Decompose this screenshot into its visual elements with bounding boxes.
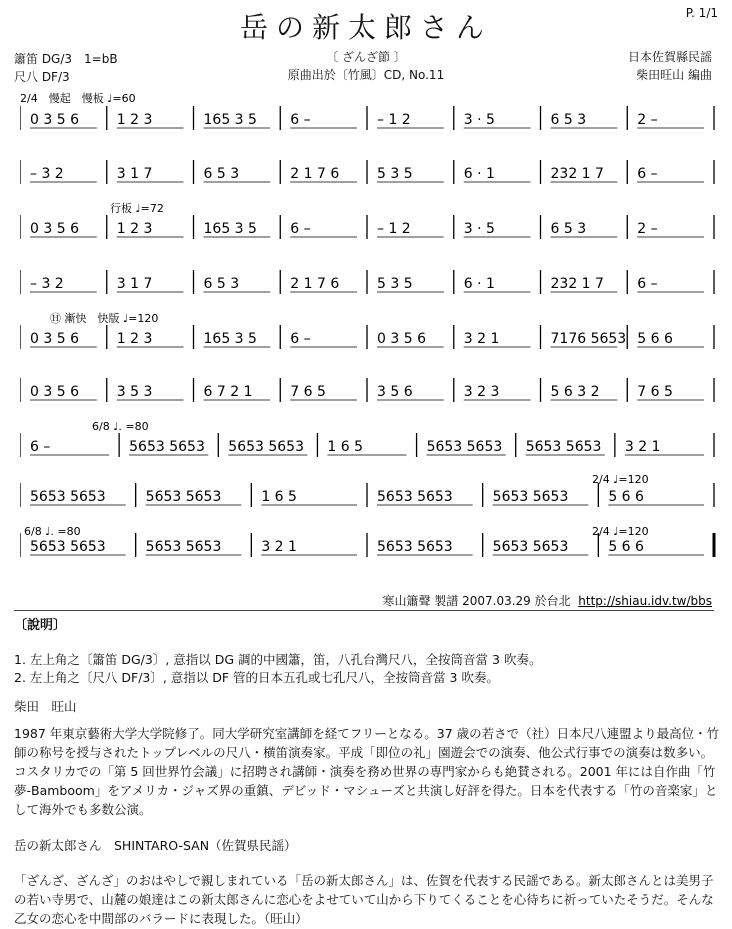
- note-group: – 3 2: [30, 166, 64, 182]
- note-group: 5653 5653: [30, 539, 106, 555]
- note-group: 0 3 5 6: [30, 221, 79, 237]
- note-group: 2 –: [637, 112, 658, 128]
- note-group: 6 –: [637, 166, 658, 182]
- note-group: 165 3 5: [203, 331, 257, 347]
- note-group: 1 6 5: [327, 439, 364, 455]
- note-group: 6 –: [30, 439, 51, 455]
- note-group: 3 · 5: [463, 221, 495, 237]
- note-group: 6 · 1: [463, 166, 495, 182]
- note-group: 1 2 3: [116, 221, 153, 237]
- tempo-label: 2/4 慢起 慢板 ♩=60: [20, 92, 136, 105]
- note-group: 6 –: [637, 276, 658, 292]
- note-group: 0 3 5 6: [377, 331, 426, 347]
- note-group: 0 3 5 6: [30, 112, 79, 128]
- note-group: 5 6 6: [608, 489, 644, 505]
- bbs-link[interactable]: http://shiau.idv.tw/bbs: [578, 594, 712, 608]
- note-group: 5653 5653: [426, 439, 503, 455]
- note-group: 1 2 3: [116, 112, 153, 128]
- note-group: 5 6 6: [637, 331, 673, 347]
- note-group: 0 3 5 6: [30, 384, 79, 400]
- note-group: 6 5 3: [550, 221, 587, 237]
- credit-text: 寒山簫聲 製譜 2007.03.29 於台北: [382, 594, 571, 608]
- note-group: 6 · 1: [463, 276, 495, 292]
- note-group: 5653 5653: [492, 489, 569, 505]
- note-group: 1 6 5: [261, 489, 297, 505]
- divider: [14, 610, 714, 611]
- note-group: 232 1 7: [550, 166, 604, 182]
- note-group: 6 5 3: [203, 276, 240, 292]
- note-group: 232 1 7: [550, 276, 604, 292]
- song-heading: 岳の新太郎さん SHINTARO-SAN（佐賀県民謡）: [14, 838, 297, 853]
- note-group: 5 6 3 2: [550, 384, 600, 400]
- origin: 日本佐賀縣民謡: [627, 50, 712, 64]
- tempo-label: 6/8 ♩. =80: [24, 525, 81, 538]
- page-title: 岳の新太郎さん: [239, 11, 492, 44]
- note-group: 6 –: [290, 112, 311, 128]
- note-group: – 3 2: [30, 276, 64, 292]
- note-group: 6 5 3: [550, 112, 587, 128]
- tempo-label: 2/4 ♩=120: [592, 525, 649, 538]
- note-group: 3 1 7: [116, 166, 153, 182]
- note-group: 5653 5653: [228, 439, 305, 455]
- note-group: 7 6 5: [290, 384, 326, 400]
- tempo-label: 2/4 ♩=120: [592, 473, 649, 486]
- note-group: 3 2 1: [261, 539, 297, 555]
- note-group: 3 2 3: [463, 384, 500, 400]
- instrument-line-2: 尺八 DF/3: [14, 70, 70, 84]
- page-number: P. 1/1: [685, 6, 718, 20]
- note-group: 3 5 3: [116, 384, 153, 400]
- note-group: 5653 5653: [377, 539, 453, 555]
- bio-text: 1987 年東京藝術大学大学院修了。同大学研究室講師を経てフリーとなる。37 歳の若さで（社）日本尺八連盟より最高位・竹師の称号を授与されたトップレベルの尺八・横笛演奏家。平成「即位の礼」園遊会での演奏、他公式行事での演奏は数多い。コスタリカでの「第 5 回世界竹会議」に招聘され講師・演奏を務め世界の専門家からも絶賛される。2001 年には自作曲「竹夢-Bamboom」をアメリカ・ジャズ界の重鎮、デビッド・マシューズと共演し好評を得た。日本を代表する「竹の音楽家」として海外でも多数公演。: [14, 726, 720, 817]
- note-group: 3 · 5: [463, 112, 495, 128]
- note-group: 0 3 5 6: [30, 331, 79, 347]
- subtitle: 〔 ざんざ節 〕: [326, 50, 406, 64]
- note-group: 3 5 6: [377, 384, 413, 400]
- note-group: 5653 5653: [525, 439, 602, 455]
- note-group: 6 7 2 1: [203, 384, 253, 400]
- note-group: 5653 5653: [129, 439, 205, 455]
- note-group: 7 6 5: [637, 384, 673, 400]
- note-group: 3 2 1: [463, 331, 500, 347]
- note-group: 5 3 5: [377, 276, 413, 292]
- note-group: 3 1 7: [116, 276, 153, 292]
- note-group: – 1 2: [377, 112, 411, 128]
- arranger: 柴田旺山 編曲: [636, 68, 712, 82]
- note-group: 1 2 3: [116, 331, 153, 347]
- note-group: 6 5 3: [203, 166, 240, 182]
- note-2: 2. 左上角之〔尺八 DF/3〕, 意指以 DF 管的日本五孔或七孔尺八，全按筒音當 3 吹奏。: [14, 670, 499, 685]
- note-group: 5653 5653: [145, 539, 222, 555]
- note-group: 3 2 1: [624, 439, 661, 455]
- note-group: 5 3 5: [377, 166, 413, 182]
- note-group: 7176 5653: [550, 331, 627, 347]
- tempo-label: Ⓗ 漸快 快版 ♩=120: [50, 312, 159, 325]
- note-group: 5653 5653: [145, 489, 222, 505]
- numbered-score: [20, 88, 720, 588]
- explanation-heading: 〔說明〕: [14, 618, 67, 633]
- note-group: 5653 5653: [492, 539, 569, 555]
- note-group: 6 –: [290, 221, 311, 237]
- note-group: 2 1 7 6: [290, 166, 340, 182]
- credit-line: [382, 592, 712, 609]
- note-group: 2 –: [637, 221, 658, 237]
- instrument-line-1: 簫笛 DG/3 1=bB: [14, 52, 118, 66]
- note-group: 5653 5653: [30, 489, 106, 505]
- note-group: – 1 2: [377, 221, 411, 237]
- source-note: 原曲出於〔竹風〕CD, No.11: [287, 68, 445, 82]
- bio-heading: 柴田 旺山: [14, 699, 77, 714]
- note-1: 1. 左上角之〔簫笛 DG/3〕, 意指以 DG 調的中國簫，笛，八孔台灣尺八，全按筒音當 3 吹奏。: [14, 652, 542, 667]
- note-group: 165 3 5: [203, 221, 257, 237]
- note-group: 2 1 7 6: [290, 276, 340, 292]
- tempo-label: 行板 ♩=72: [110, 202, 164, 215]
- note-group: 5653 5653: [377, 489, 453, 505]
- tempo-label: 6/8 ♩. =80: [92, 420, 149, 433]
- note-group: 5 6 6: [608, 539, 644, 555]
- song-text: 「ざんざ、ざんざ」のおはやしで親しまれている「岳の新太郎さん」は、佐賀を代表する民謡である。新太郎さんとは美男子の若い寺男で、山麓の娘達はこの新太郎さんに恋心をよせていて山から下りてくることを心待ちに祈っていたそうだ。そんな乙女の恋心を中間部のバラードに表現した。（旺山）: [14, 873, 714, 926]
- note-group: 6 –: [290, 331, 311, 347]
- note-group: 165 3 5: [203, 112, 257, 128]
